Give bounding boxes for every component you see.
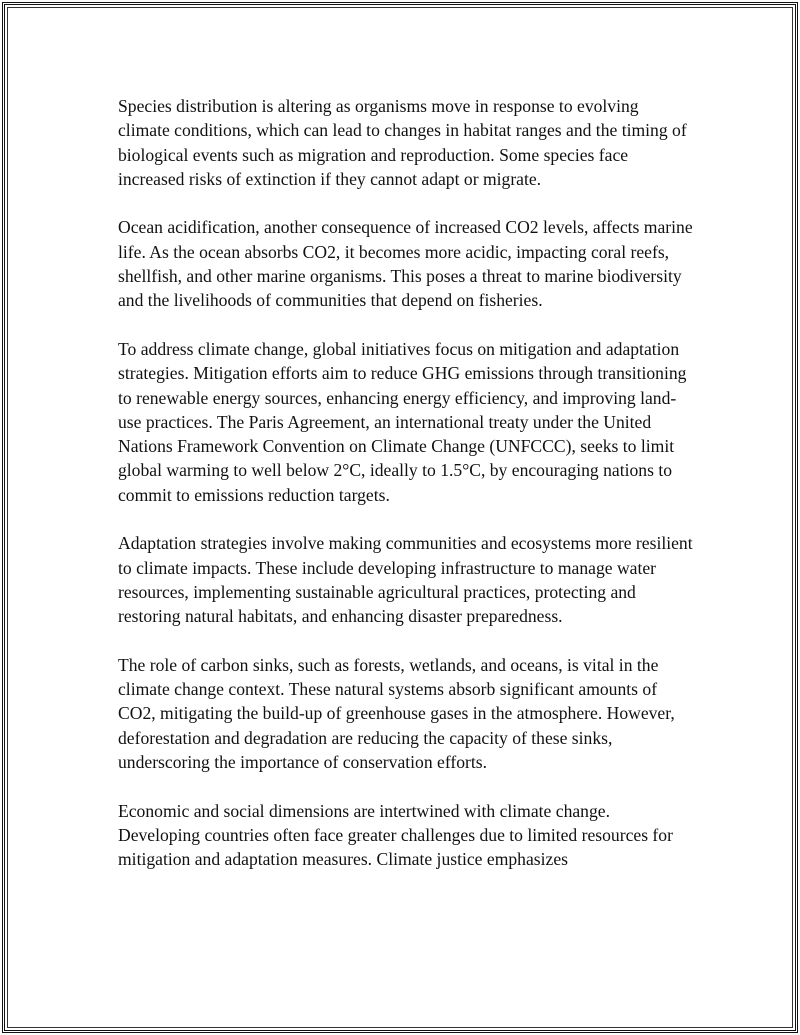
paragraph-ocean-acidification: Ocean acidification, another consequence of increased CO2 levels, affects marine life. As the ocean absorbs CO2, it becomes more acidic, impacting coral reefs, shellfish, and other marine organisms. This poses a threat to marine biodiversity and the livelihoods of communities that depend on fisheries. <box>118 217 693 311</box>
paragraph-adaptation-strategies: Adaptation strategies involve making communities and ecosystems more resilient to climate impacts. These include developing infrastructure to manage water resources, implementing sustainable agricultural practices, protecting and restoring natural habitats, and enhancing disaster preparedness. <box>118 533 693 627</box>
document-body <box>118 94 693 872</box>
paragraph-species-distribution: Species distribution is altering as organisms move in response to evolving climate conditions, which can lead to changes in habitat ranges and the timing of biological events such as migration and reproduction. Some species face increased risks of extinction if they cannot adapt or migrate. <box>118 96 687 189</box>
paragraph-economic-social: Economic and social dimensions are intertwined with climate change. Developing countries often face greater challenges due to limited resources for mitigation and adaptation measures. Climate justice emphasizes <box>118 800 673 870</box>
paragraph-carbon-sinks: The role of carbon sinks, such as forests, wetlands, and oceans, is vital in the climate change context. These natural systems absorb significant amounts of CO2, mitigating the build-up of greenhouse gases in the atmosphere. However, deforestation and degradation are reducing the capacity of these sinks, underscoring the importance of conservation efforts. <box>118 654 675 773</box>
paragraph-mitigation-strategies: To address climate change, global initiatives focus on mitigation and adaptation strategies. Mitigation efforts aim to reduce GHG emissions through transitioning to renewable energy sources, enhancing energy efficiency, and improving land-use practices. The Paris Agreement, an international treaty under the United Nations Framework Convention on Climate Change (UNFCCC), seeks to limit global warming to well below 2°C, ideally to 1.5°C, by encouraging nations to commit to emissions reduction targets. <box>118 338 687 505</box>
